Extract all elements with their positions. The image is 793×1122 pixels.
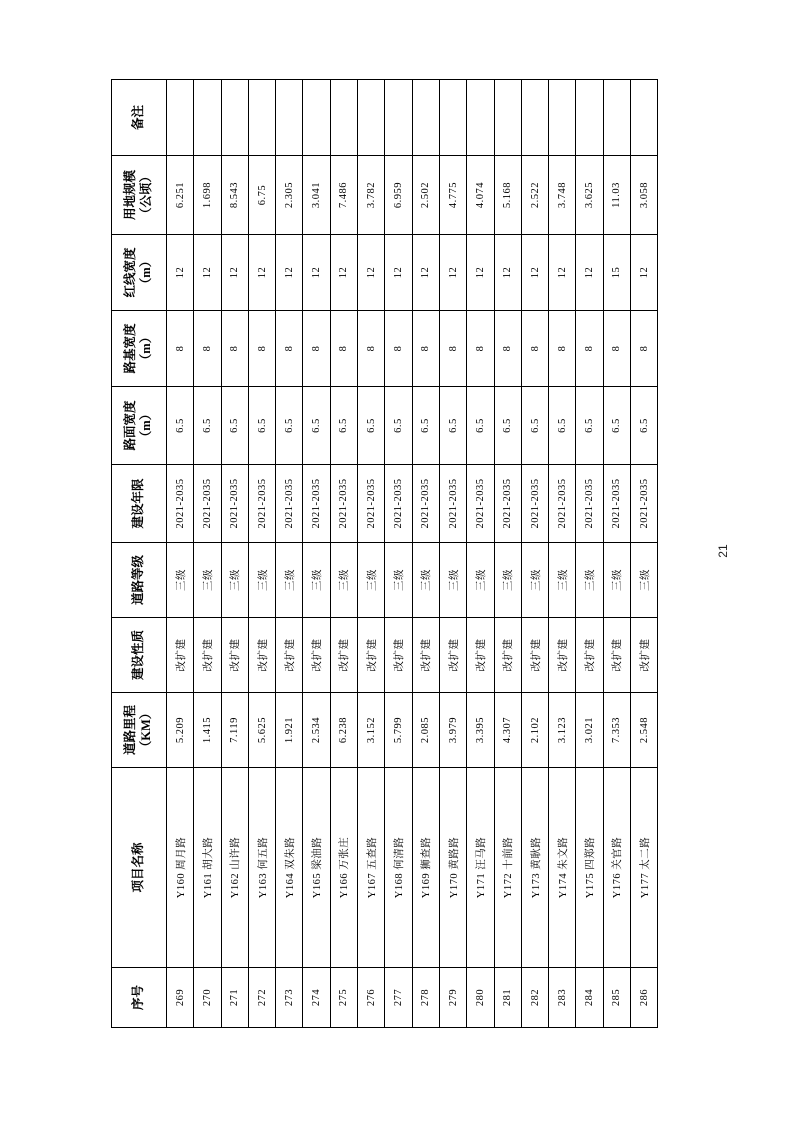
cell-project-name: Y174 朱文路 [549,768,576,968]
cell-subgrade-width: 8 [549,311,576,387]
cell-road-mileage: 3.152 [358,693,385,768]
cell-seq: 277 [385,968,412,1028]
cell-remarks [167,80,194,156]
cell-construction-nature: 改扩建 [358,618,385,693]
cell-construction-period: 2021-2035 [221,465,248,543]
cell-subgrade-width: 8 [412,311,439,387]
cell-land-area: 3.748 [549,156,576,235]
rotated-table-region [111,80,658,1028]
cell-project-name: Y165 梁油路 [303,768,330,968]
cell-surface-width: 6.5 [358,387,385,465]
cell-construction-nature: 改扩建 [167,618,194,693]
cell-construction-nature: 改扩建 [603,618,630,693]
road-projects-table [111,79,658,1028]
cell-land-area: 3.782 [358,156,385,235]
table-row [358,80,385,1028]
col-header-label: 道路里程 [123,705,138,756]
cell-road-mileage: 1.415 [194,693,221,768]
cell-surface-width: 6.5 [221,387,248,465]
cell-construction-period: 2021-2035 [439,465,466,543]
cell-land-area: 7.486 [330,156,357,235]
col-header-label: 建设性质 [131,630,146,681]
cell-land-area: 5.168 [494,156,521,235]
cell-land-area: 4.775 [439,156,466,235]
cell-project-name: Y167 五查路 [358,768,385,968]
cell-land-area: 3.625 [576,156,603,235]
col-header-road-grade [112,543,167,618]
cell-surface-width: 6.5 [385,387,412,465]
cell-redline-width: 12 [358,235,385,311]
col-header-remarks [112,80,167,156]
cell-project-name: Y172 十前路 [494,768,521,968]
cell-road-mileage: 4.307 [494,693,521,768]
cell-road-grade: 三级 [439,543,466,618]
cell-redline-width: 12 [330,235,357,311]
cell-remarks [412,80,439,156]
cell-land-area: 2.502 [412,156,439,235]
col-header-unit: （KM） [139,706,153,754]
table-row [631,80,658,1028]
cell-redline-width: 12 [549,235,576,311]
cell-remarks [276,80,303,156]
cell-remarks [549,80,576,156]
page-number: 21 [716,544,730,558]
col-header-unit: （公顷） [139,170,153,221]
cell-seq: 271 [221,968,248,1028]
cell-seq: 280 [467,968,494,1028]
cell-construction-period: 2021-2035 [248,465,275,543]
cell-road-mileage: 3.395 [467,693,494,768]
cell-construction-nature: 改扩建 [385,618,412,693]
cell-redline-width: 12 [521,235,548,311]
cell-remarks [358,80,385,156]
cell-remarks [221,80,248,156]
cell-remarks [631,80,658,156]
cell-seq: 281 [494,968,521,1028]
cell-seq: 282 [521,968,548,1028]
cell-road-grade: 三级 [303,543,330,618]
cell-redline-width: 12 [385,235,412,311]
cell-construction-period: 2021-2035 [276,465,303,543]
col-header-label: 备注 [131,105,146,131]
cell-surface-width: 6.5 [194,387,221,465]
cell-subgrade-width: 8 [303,311,330,387]
cell-surface-width: 6.5 [276,387,303,465]
cell-subgrade-width: 8 [330,311,357,387]
cell-road-grade: 三级 [167,543,194,618]
cell-redline-width: 12 [276,235,303,311]
cell-project-name: Y168 何清路 [385,768,412,968]
cell-road-mileage: 5.209 [167,693,194,768]
cell-land-area: 2.305 [276,156,303,235]
cell-subgrade-width: 8 [248,311,275,387]
table-row [194,80,221,1028]
cell-land-area: 11.03 [603,156,630,235]
cell-seq: 276 [358,968,385,1028]
cell-construction-period: 2021-2035 [467,465,494,543]
cell-subgrade-width: 8 [603,311,630,387]
cell-road-mileage: 6.238 [330,693,357,768]
cell-redline-width: 12 [631,235,658,311]
cell-subgrade-width: 8 [194,311,221,387]
cell-project-name: Y169 狮查路 [412,768,439,968]
header-row [112,80,167,1028]
cell-road-mileage: 3.021 [576,693,603,768]
cell-surface-width: 6.5 [412,387,439,465]
cell-land-area: 6.959 [385,156,412,235]
col-header-unit: （m） [139,407,153,444]
cell-remarks [439,80,466,156]
cell-project-name: Y173 黄耿路 [521,768,548,968]
cell-construction-nature: 改扩建 [494,618,521,693]
cell-road-grade: 三级 [276,543,303,618]
cell-construction-period: 2021-2035 [549,465,576,543]
cell-seq: 269 [167,968,194,1028]
cell-road-mileage: 2.085 [412,693,439,768]
cell-land-area: 3.041 [303,156,330,235]
col-header-unit: （m） [139,330,153,367]
cell-redline-width: 12 [194,235,221,311]
cell-construction-period: 2021-2035 [494,465,521,543]
cell-subgrade-width: 8 [167,311,194,387]
cell-construction-nature: 改扩建 [412,618,439,693]
col-header-label: 项目名称 [131,842,146,893]
cell-road-mileage: 7.353 [603,693,630,768]
col-header-construction-nature [112,618,167,693]
table-row [412,80,439,1028]
cell-construction-period: 2021-2035 [385,465,412,543]
table-row [385,80,412,1028]
cell-construction-nature: 改扩建 [330,618,357,693]
cell-surface-width: 6.5 [631,387,658,465]
cell-project-name: Y171 汪马路 [467,768,494,968]
table-header [112,80,167,1028]
cell-construction-period: 2021-2035 [412,465,439,543]
cell-construction-nature: 改扩建 [631,618,658,693]
cell-seq: 274 [303,968,330,1028]
table-row [576,80,603,1028]
table-row [439,80,466,1028]
cell-remarks [494,80,521,156]
cell-construction-nature: 改扩建 [303,618,330,693]
rotated-table-inner [111,80,658,1028]
cell-surface-width: 6.5 [439,387,466,465]
cell-project-name: Y176 关官路 [603,768,630,968]
table-row [167,80,194,1028]
cell-construction-period: 2021-2035 [521,465,548,543]
col-header-project-name [112,768,167,968]
cell-road-grade: 三级 [576,543,603,618]
cell-construction-nature: 改扩建 [276,618,303,693]
cell-surface-width: 6.5 [549,387,576,465]
col-header-redline-width [112,235,167,311]
cell-subgrade-width: 8 [467,311,494,387]
cell-land-area: 1.698 [194,156,221,235]
col-header-label: 用地规模 [123,170,138,221]
cell-project-name: Y164 双朱路 [276,768,303,968]
cell-road-mileage: 2.534 [303,693,330,768]
cell-seq: 279 [439,968,466,1028]
cell-road-mileage: 3.979 [439,693,466,768]
cell-construction-period: 2021-2035 [576,465,603,543]
cell-remarks [330,80,357,156]
cell-remarks [576,80,603,156]
cell-road-mileage: 7.119 [221,693,248,768]
cell-road-mileage: 5.799 [385,693,412,768]
table-row [549,80,576,1028]
cell-remarks [603,80,630,156]
cell-remarks [303,80,330,156]
cell-construction-nature: 改扩建 [221,618,248,693]
cell-subgrade-width: 8 [494,311,521,387]
table-row [521,80,548,1028]
col-header-road-mileage [112,693,167,768]
cell-seq: 284 [576,968,603,1028]
cell-project-name: Y160 周月路 [167,768,194,968]
cell-project-name: Y177 太二路 [631,768,658,968]
cell-land-area: 2.522 [521,156,548,235]
cell-construction-nature: 改扩建 [521,618,548,693]
cell-redline-width: 12 [167,235,194,311]
cell-land-area: 6.75 [248,156,275,235]
col-header-label: 路基宽度 [123,323,138,374]
col-header-label: 路面宽度 [123,400,138,451]
cell-road-mileage: 2.548 [631,693,658,768]
table-row [221,80,248,1028]
table-row [276,80,303,1028]
cell-road-grade: 三级 [330,543,357,618]
cell-subgrade-width: 8 [276,311,303,387]
cell-seq: 278 [412,968,439,1028]
col-header-label: 建设年限 [131,478,146,529]
cell-subgrade-width: 8 [521,311,548,387]
cell-subgrade-width: 8 [221,311,248,387]
cell-road-mileage: 2.102 [521,693,548,768]
col-header-label: 序号 [131,985,146,1011]
cell-redline-width: 12 [412,235,439,311]
cell-road-grade: 三级 [221,543,248,618]
cell-construction-nature: 改扩建 [248,618,275,693]
table-row [494,80,521,1028]
cell-project-name: Y175 四郑路 [576,768,603,968]
cell-surface-width: 6.5 [330,387,357,465]
cell-road-grade: 三级 [412,543,439,618]
cell-project-name: Y166 万张庄 [330,768,357,968]
cell-road-grade: 三级 [385,543,412,618]
col-header-surface-width [112,387,167,465]
cell-construction-period: 2021-2035 [330,465,357,543]
cell-road-grade: 三级 [549,543,576,618]
cell-surface-width: 6.5 [603,387,630,465]
cell-land-area: 6.251 [167,156,194,235]
cell-construction-nature: 改扩建 [439,618,466,693]
cell-road-grade: 三级 [603,543,630,618]
cell-seq: 286 [631,968,658,1028]
cell-surface-width: 6.5 [576,387,603,465]
col-header-unit: （m） [139,254,153,291]
cell-road-grade: 三级 [467,543,494,618]
cell-redline-width: 12 [248,235,275,311]
cell-construction-nature: 改扩建 [194,618,221,693]
cell-subgrade-width: 8 [358,311,385,387]
cell-redline-width: 12 [494,235,521,311]
cell-seq: 270 [194,968,221,1028]
cell-construction-period: 2021-2035 [167,465,194,543]
col-header-seq [112,968,167,1028]
cell-subgrade-width: 8 [385,311,412,387]
col-header-land-area [112,156,167,235]
cell-seq: 283 [549,968,576,1028]
cell-land-area: 4.074 [467,156,494,235]
cell-road-grade: 三级 [494,543,521,618]
cell-project-name: Y170 黄路路 [439,768,466,968]
cell-remarks [194,80,221,156]
cell-road-grade: 三级 [521,543,548,618]
cell-construction-period: 2021-2035 [603,465,630,543]
cell-remarks [248,80,275,156]
cell-redline-width: 12 [576,235,603,311]
cell-road-grade: 三级 [248,543,275,618]
cell-subgrade-width: 8 [576,311,603,387]
cell-surface-width: 6.5 [494,387,521,465]
cell-construction-period: 2021-2035 [303,465,330,543]
cell-project-name: Y161 胡大路 [194,768,221,968]
col-header-construction-period [112,465,167,543]
col-header-label: 道路等级 [131,555,146,606]
cell-surface-width: 6.5 [167,387,194,465]
cell-road-grade: 三级 [358,543,385,618]
cell-construction-nature: 改扩建 [549,618,576,693]
cell-seq: 273 [276,968,303,1028]
cell-seq: 285 [603,968,630,1028]
cell-subgrade-width: 8 [631,311,658,387]
cell-remarks [521,80,548,156]
cell-construction-period: 2021-2035 [358,465,385,543]
table-row [467,80,494,1028]
cell-road-grade: 三级 [194,543,221,618]
cell-construction-nature: 改扩建 [467,618,494,693]
cell-road-mileage: 1.921 [276,693,303,768]
cell-road-grade: 三级 [631,543,658,618]
table-row [248,80,275,1028]
cell-surface-width: 6.5 [303,387,330,465]
cell-remarks [385,80,412,156]
cell-project-name: Y163 何五路 [248,768,275,968]
cell-construction-period: 2021-2035 [631,465,658,543]
cell-redline-width: 15 [603,235,630,311]
table-body [167,80,658,1028]
cell-surface-width: 6.5 [467,387,494,465]
cell-road-mileage: 3.123 [549,693,576,768]
cell-land-area: 3.058 [631,156,658,235]
cell-project-name: Y162 山许路 [221,768,248,968]
cell-seq: 272 [248,968,275,1028]
cell-redline-width: 12 [221,235,248,311]
cell-subgrade-width: 8 [439,311,466,387]
cell-redline-width: 12 [303,235,330,311]
cell-road-mileage: 5.625 [248,693,275,768]
cell-construction-period: 2021-2035 [194,465,221,543]
cell-redline-width: 12 [467,235,494,311]
col-header-subgrade-width [112,311,167,387]
col-header-label: 红线宽度 [123,247,138,298]
cell-seq: 275 [330,968,357,1028]
table-row [303,80,330,1028]
cell-land-area: 8.543 [221,156,248,235]
cell-surface-width: 6.5 [521,387,548,465]
cell-surface-width: 6.5 [248,387,275,465]
cell-construction-nature: 改扩建 [576,618,603,693]
cell-remarks [467,80,494,156]
table-row [330,80,357,1028]
table-row [603,80,630,1028]
cell-redline-width: 12 [439,235,466,311]
